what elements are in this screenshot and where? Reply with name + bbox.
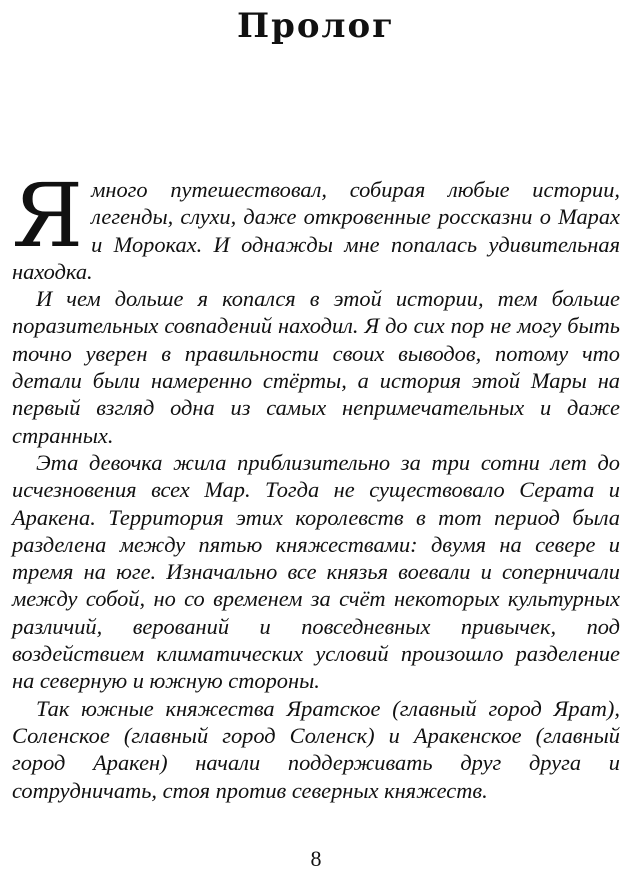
drop-cap: Я [12,164,84,267]
paragraph-4: Так южные княжества Яратское (главный город Ярат), Соленское (главный город Соленск) и Аракенское (главный город Аракен) начали поддерживать друг друга и сотрудничать, стоя против северных княжеств. [12,695,620,803]
page-number: 8 [310,846,322,871]
paragraph-1-text: много путешествовал, собирая любые истории, легенды, слухи, даже откровенные россказни о Марах и Мороках. И однажды мне попалась удивительная находка. [12,177,620,284]
page-title: Пролог [236,6,396,46]
paragraph-3: Эта девочка жила приблизительно за три сотни лет до исчезновения всех Мар. Тогда не существовало Серата и Аракена. Территория этих королевств в тот период была разделена между пятью княжествами: двумя на севере и тремя на юге. Изначально все князья воевали и соперничали между собой, но со временем за счёт некоторых культурных различий, верований и повседневных привычек, под воздействием климатических условий произошло разделение на северную и южную стороны. [12,449,620,694]
paragraph-2: И чем дольше я копался в этой истории, тем больше поразительных совпадений находил. Я до сих пор не могу быть точно уверен в правильности своих выводов, потому что детали были намеренно стёрты, а история этой Мары на первый взгляд одна из самых непримечательных и даже странных. [12,286,620,448]
paragraph-1 [12,164,620,285]
chapter-text [12,164,620,804]
